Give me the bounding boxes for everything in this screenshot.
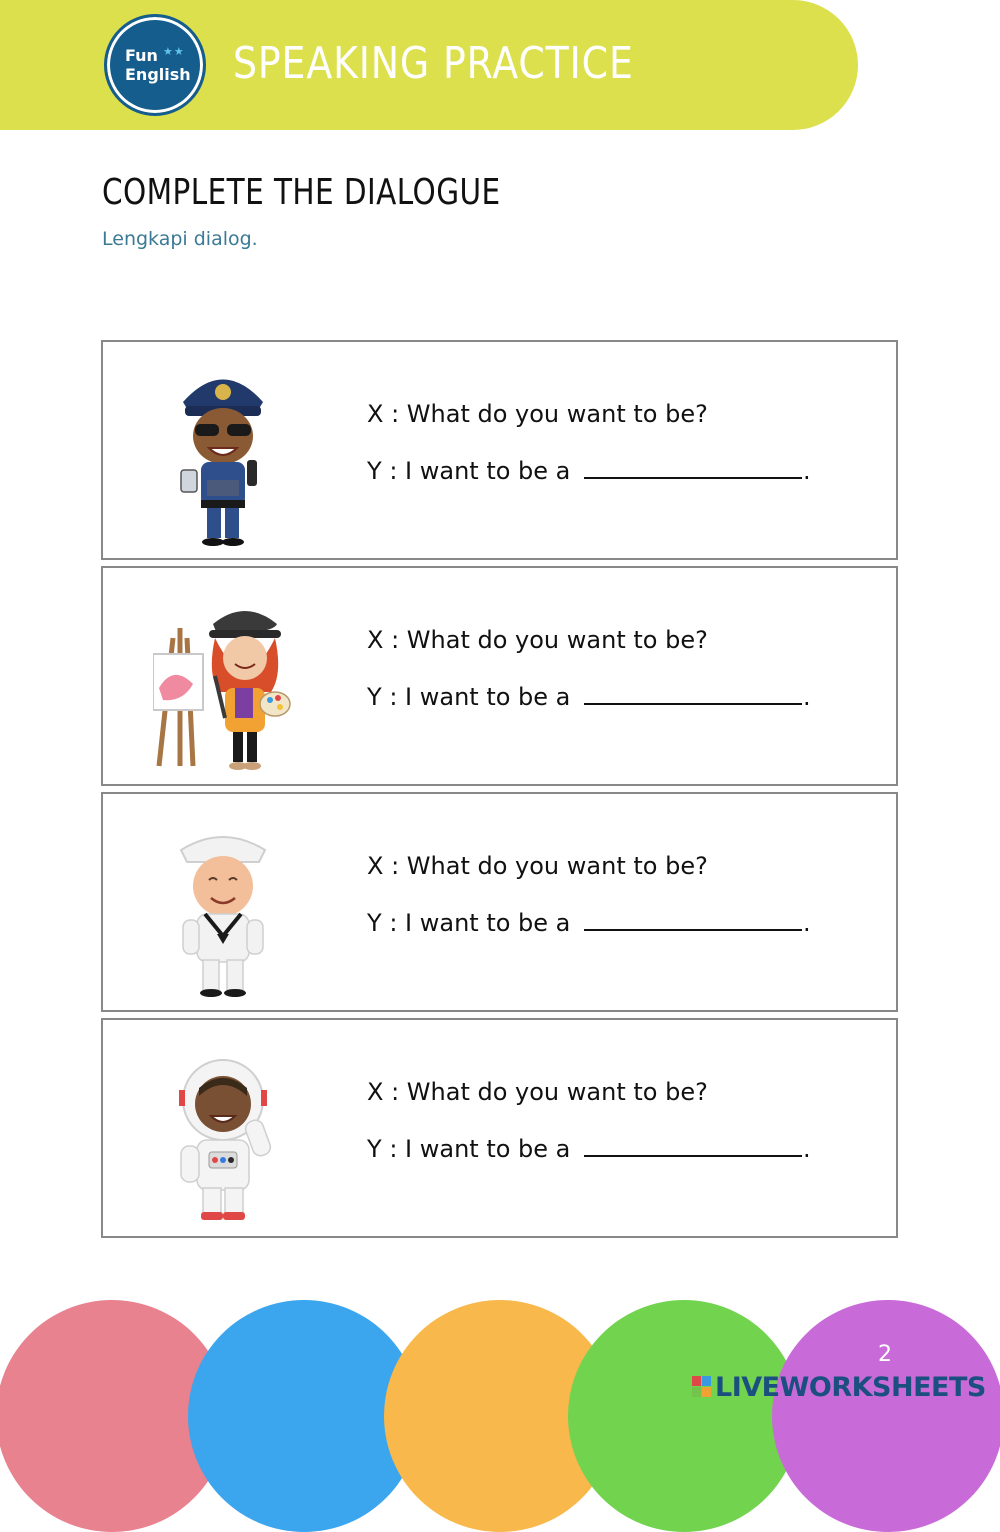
answer-period: . [803, 909, 811, 937]
question-line [367, 852, 708, 880]
astronaut-illustration [153, 1040, 293, 1225]
footer-circle-purple [772, 1300, 1000, 1532]
answer-line [367, 457, 811, 485]
answer-prefix: : I want to be a [389, 457, 571, 485]
answer-prefix: : I want to be a [389, 683, 571, 711]
question-line [367, 400, 708, 428]
speaker-y-label: Y [367, 1135, 382, 1163]
question-text: : What do you want to be? [391, 626, 708, 654]
header-title: SPEAKING PRACTICE [233, 38, 634, 89]
painter-illustration [153, 588, 293, 773]
police-officer-illustration [153, 362, 293, 547]
answer-blank-field[interactable] [584, 1135, 802, 1157]
answer-period: . [803, 457, 811, 485]
answer-prefix: : I want to be a [389, 909, 571, 937]
answer-line [367, 683, 811, 711]
answer-blank-field[interactable] [584, 457, 802, 479]
speaker-y-label: Y [367, 909, 382, 937]
speaker-y-label: Y [367, 457, 382, 485]
question-text: : What do you want to be? [391, 400, 708, 428]
dialogue-card-1 [101, 340, 898, 560]
answer-period: . [803, 683, 811, 711]
page-number: 2 [878, 1342, 892, 1367]
question-text: : What do you want to be? [391, 1078, 708, 1106]
section-subtitle: Lengkapi dialog. [102, 228, 258, 250]
question-text: : What do you want to be? [391, 852, 708, 880]
sailor-illustration [153, 814, 293, 999]
liveworksheets-logo-icon [692, 1376, 712, 1398]
answer-period: . [803, 1135, 811, 1163]
question-line [367, 1078, 708, 1106]
dialogue-card-3 [101, 792, 898, 1012]
answer-prefix: : I want to be a [389, 1135, 571, 1163]
footer-circle-green [568, 1300, 800, 1532]
logo-stars-icon: ★★ [163, 45, 185, 58]
speaker-y-label: Y [367, 683, 382, 711]
dialogue-card-2 [101, 566, 898, 786]
logo-line-1: Fun [125, 46, 158, 65]
answer-blank-field[interactable] [584, 909, 802, 931]
logo-line-2: English [125, 65, 191, 84]
section-title: COMPLETE THE DIALOGUE [102, 172, 501, 213]
speaker-x-label: X [367, 626, 384, 654]
question-line [367, 626, 708, 654]
liveworksheets-watermark [692, 1372, 986, 1403]
dialogue-card-4 [101, 1018, 898, 1238]
liveworksheets-brand-text: LIVEWORKSHEETS [715, 1372, 986, 1403]
answer-blank-field[interactable] [584, 683, 802, 705]
speaker-x-label: X [367, 1078, 384, 1106]
answer-line [367, 909, 811, 937]
answer-line [367, 1135, 811, 1163]
fun-english-logo [104, 14, 206, 116]
speaker-x-label: X [367, 852, 384, 880]
speaker-x-label: X [367, 400, 384, 428]
